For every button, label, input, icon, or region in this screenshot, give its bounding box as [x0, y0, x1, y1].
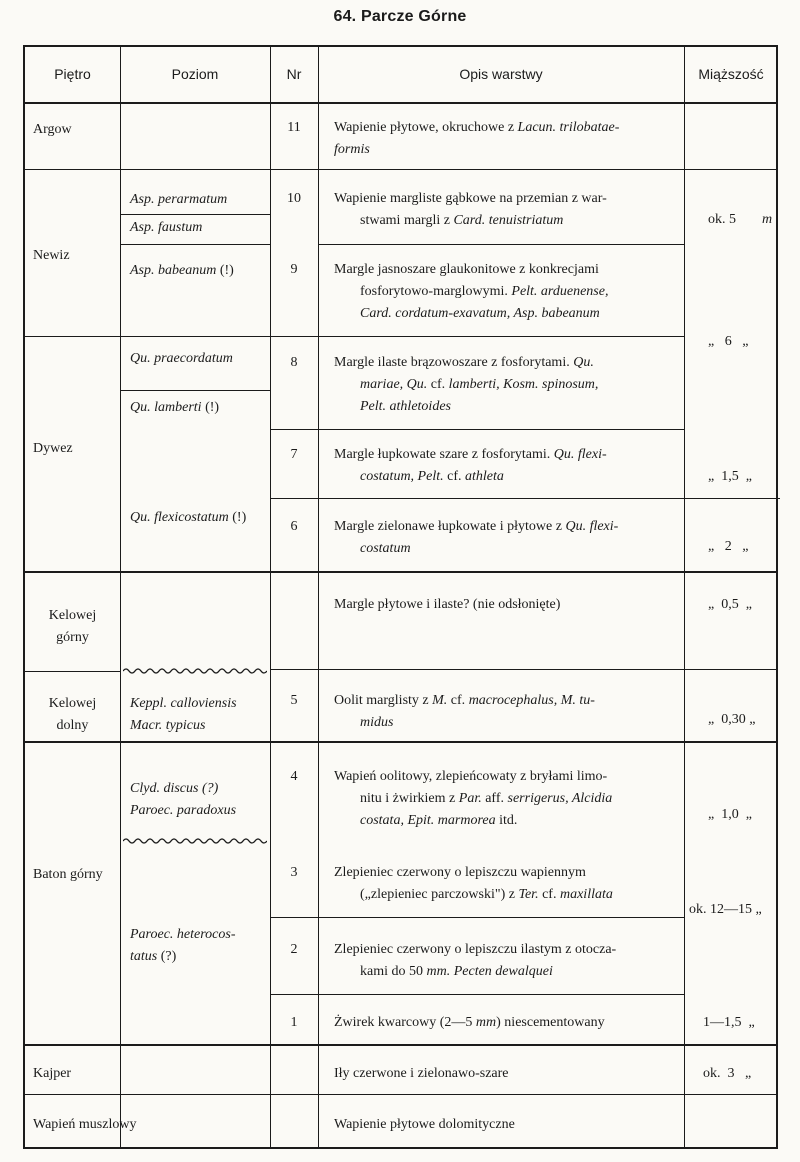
column-divider — [120, 47, 121, 1147]
layer-number: 2 — [290, 942, 298, 957]
stage-argow: Argow — [33, 122, 72, 137]
stage-kajper: Kajper — [33, 1066, 72, 1081]
layer-number: 5 — [290, 693, 298, 708]
layer-description-kajper: Iły czerwone i zielonawo-szare — [334, 1066, 509, 1081]
layer-description-2: Zlepieniec czerwony o lepiszczu ilastym z otocza- kami do 50 mm. Pecten dewalquei — [334, 942, 617, 979]
header-opis: Opis warstwy — [459, 66, 543, 82]
cell-rule — [120, 244, 270, 245]
layer-number: 10 — [287, 191, 301, 206]
header-nr: Nr — [286, 66, 302, 82]
cell-rule — [120, 390, 270, 391]
thickness-3-2: ok. 12—15 „ — [689, 902, 762, 917]
thickness-4: „ 1,0 „ — [708, 807, 752, 822]
column-divider — [318, 47, 319, 1147]
cell-rule — [120, 214, 270, 215]
zone-paroec-heterocostatus: Paroec. heterocos- tatus (?) — [130, 927, 236, 964]
layer-number: 3 — [290, 865, 298, 880]
row-rule — [25, 1044, 776, 1046]
thickness-unit: m — [762, 212, 773, 227]
row-rule — [25, 671, 120, 672]
layer-description-11: Wapienie płytowe, okruchowe z Lacun. trilobatae- formis — [334, 120, 620, 157]
layer-description-5: Oolit marglisty z M. cf. macrocephalus, M. tu- midus — [334, 693, 595, 730]
zone-keppl-calloviensis: Keppl. calloviensis Macr. typicus — [130, 696, 237, 733]
cell-rule — [270, 917, 684, 918]
thickness-1: 1—1,5 „ — [703, 1015, 755, 1030]
cell-rule — [270, 429, 684, 430]
row-rule — [25, 336, 684, 337]
stratigraphy-table — [23, 45, 778, 1149]
zone-qu-flexicostatum: Qu. flexicostatum (!) — [130, 510, 247, 525]
zone-qu-praecordatum: Qu. praecordatum — [130, 351, 233, 366]
column-divider — [684, 47, 685, 1147]
layer-description-6: Margle zielonawe łupkowate i płytowe z Qu. flexi- costatum — [334, 519, 619, 556]
cell-rule — [318, 244, 684, 245]
stage-dywez: Dywez — [33, 441, 73, 456]
zone-asp-faustum: Asp. faustum — [130, 220, 203, 235]
layer-description-3: Zlepieniec czerwony o lepiszczu wapiennym („zlepieniec parczowski") z Ter. cf. maxillata — [334, 865, 613, 902]
layer-description-4: Wapień oolitowy, zlepieńcowaty z bryłami limo- nitu i żwirkiem z Par. aff. serrigerus, Alcidia costata, Epit. marmorea itd. — [334, 769, 613, 828]
layer-number: 4 — [290, 769, 298, 784]
row-rule — [25, 571, 776, 573]
zone-clyd-discus: Clyd. discus (?) Paroec. paradoxus — [130, 781, 237, 818]
layer-description-9: Margle jasnoszare glaukonitowe z konkrecjami fosforytowo-marglowymi. Pelt. arduenense, Card. cordatum-exavatum, Asp. babeanum — [334, 262, 609, 321]
header-poziom: Poziom — [171, 66, 219, 82]
stage-baton-gorny: Baton górny — [33, 867, 103, 882]
cell-rule — [270, 994, 684, 995]
layer-description-kelowej-gorny: Margle płytowe i ilaste? (nie odsłonięte) — [334, 597, 561, 612]
thickness-newiz: ok. 5 — [708, 212, 736, 227]
thickness-6: „ 2 „ — [708, 539, 749, 554]
row-rule — [25, 169, 776, 170]
layer-description-10: Wapienie margliste gąbkowe na przemian z war- stwami margli z Card. tenuistriatum — [334, 191, 607, 228]
layer-number: 8 — [290, 355, 298, 370]
layer-number: 6 — [290, 519, 298, 534]
stage-wapien-muszlowy: Wapień muszlowy — [33, 1117, 137, 1132]
thickness-5: „ 0,30 „ — [708, 712, 756, 727]
thickness-7: „ 1,5 „ — [708, 469, 752, 484]
thickness-kelowej-gorny: „ 0,5 „ — [708, 597, 752, 612]
layer-description-8: Margle ilaste brązowoszare z fosforytami. Qu. mariae, Qu. cf. lamberti, Kosm. spinosum, Pelt. athletoides — [334, 355, 599, 414]
layer-number: 9 — [290, 262, 298, 277]
row-rule — [270, 669, 776, 670]
page-title: 64. Parcze Górne — [333, 8, 467, 25]
header-pietro: Piętro — [54, 66, 91, 82]
row-rule — [25, 741, 776, 743]
zone-asp-perarmatum: Asp. perarmatum — [130, 192, 228, 207]
column-divider — [270, 47, 271, 1147]
cell-rule — [270, 498, 780, 499]
zone-asp-babeanum: Asp. babeanum (!) — [130, 263, 234, 278]
header-miazszosc: Miąższość — [698, 66, 764, 82]
unconformity-wavy-line — [123, 837, 267, 845]
thickness-kajper: ok. 3 „ — [703, 1066, 752, 1081]
stage-kelowej-dolny: Kelowej dolny — [48, 696, 97, 733]
layer-number: 7 — [290, 447, 298, 462]
stage-kelowej-gorny: Kelowej górny — [48, 608, 97, 645]
row-rule — [25, 1094, 776, 1095]
layer-number: 11 — [287, 120, 301, 135]
layer-description-7: Margle łupkowate szare z fosforytami. Qu. flexi- costatum, Pelt. cf. athleta — [334, 447, 607, 484]
zone-qu-lamberti: Qu. lamberti (!) — [130, 400, 220, 415]
header-rule — [25, 102, 776, 104]
layer-description-wapien: Wapienie płytowe dolomityczne — [334, 1117, 515, 1132]
layer-description-1: Żwirek kwarcowy (2—5 mm) niescementowany — [334, 1015, 605, 1030]
unconformity-wavy-line — [123, 667, 267, 675]
stage-newiz: Newiz — [33, 248, 70, 263]
layer-number: 1 — [290, 1015, 298, 1030]
thickness-8: „ 6 „ — [708, 334, 749, 349]
